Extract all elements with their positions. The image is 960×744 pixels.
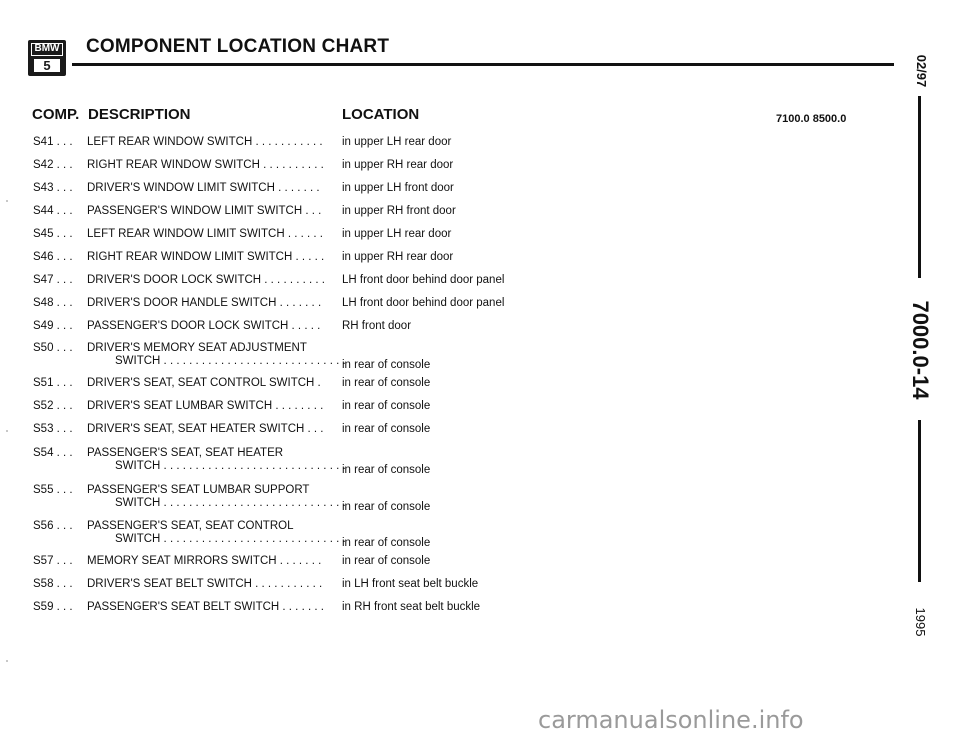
component-description: DRIVER'S SEAT, SEAT HEATER SWITCH . . . — [87, 423, 324, 435]
component-location: in upper LH front door — [342, 182, 454, 194]
component-description: RIGHT REAR WINDOW SWITCH . . . . . . . . . . — [87, 159, 324, 171]
component-description: SWITCH . . . . . . . . . . . . . . . . . . . . . . . . . . . . . — [115, 460, 346, 472]
punch-mark — [6, 430, 8, 432]
component-location: LH front door behind door panel — [342, 297, 505, 309]
component-code: S52 . . . — [33, 400, 73, 412]
component-description: DRIVER'S DOOR HANDLE SWITCH . . . . . . . — [87, 297, 322, 309]
year-label: 1995 — [913, 607, 928, 637]
component-description: PASSENGER'S DOOR LOCK SWITCH . . . . . — [87, 320, 321, 332]
component-description: LEFT REAR WINDOW LIMIT SWITCH . . . . . . — [87, 228, 323, 240]
component-description: DRIVER'S MEMORY SEAT ADJUSTMENT — [87, 342, 307, 354]
component-description: SWITCH . . . . . . . . . . . . . . . . . . . . . . . . . . . . . — [115, 355, 346, 367]
component-location: in rear of console — [342, 464, 431, 476]
page-title: COMPONENT LOCATION CHART — [86, 36, 390, 57]
component-description: PASSENGER'S SEAT, SEAT CONTROL — [87, 520, 294, 532]
component-description: PASSENGER'S SEAT BELT SWITCH . . . . . . . — [87, 601, 324, 613]
component-location: in rear of console — [342, 359, 431, 371]
logo-brand: BMW — [31, 43, 63, 56]
col-header-location: LOCATION — [342, 106, 420, 123]
component-code: S44 . . . — [33, 205, 73, 217]
col-header-description: DESCRIPTION — [88, 106, 191, 123]
component-location: in upper LH rear door — [342, 136, 452, 148]
component-location: in RH front seat belt buckle — [342, 601, 481, 613]
component-description: DRIVER'S SEAT BELT SWITCH . . . . . . . . . . . — [87, 578, 323, 590]
component-location: in rear of console — [342, 377, 431, 389]
component-location: in upper RH rear door — [342, 159, 454, 171]
component-location: in upper RH rear door — [342, 251, 454, 263]
page-number: 7000.0-14 — [908, 300, 933, 400]
margin-rule-bottom — [918, 420, 921, 582]
component-code: S47 . . . — [33, 274, 73, 286]
component-description: PASSENGER'S SEAT, SEAT HEATER — [87, 447, 284, 459]
component-description: SWITCH . . . . . . . . . . . . . . . . . . . . . . . . . . . . . — [115, 533, 346, 545]
component-description: DRIVER'S DOOR LOCK SWITCH . . . . . . . . . . — [87, 274, 325, 286]
footer-watermark[interactable]: carmanualsonline.info — [538, 706, 804, 734]
component-description: MEMORY SEAT MIRRORS SWITCH . . . . . . . — [87, 555, 322, 567]
component-location: in upper LH rear door — [342, 228, 452, 240]
component-code: S50 . . . — [33, 342, 73, 354]
component-code: S51 . . . — [33, 377, 73, 389]
component-location: in upper RH front door — [342, 205, 456, 217]
component-location: in rear of console — [342, 400, 431, 412]
reference-numbers: 7100.0 8500.0 — [776, 113, 847, 125]
component-description: DRIVER'S SEAT, SEAT CONTROL SWITCH . — [87, 377, 321, 389]
component-description: DRIVER'S WINDOW LIMIT SWITCH . . . . . . . — [87, 182, 320, 194]
component-description: RIGHT REAR WINDOW LIMIT SWITCH . . . . . — [87, 251, 325, 263]
component-code: S43 . . . — [33, 182, 73, 194]
component-description: PASSENGER'S WINDOW LIMIT SWITCH . . . — [87, 205, 322, 217]
date-label: 02/97 — [914, 54, 929, 88]
component-code: S42 . . . — [33, 159, 73, 171]
component-location: in rear of console — [342, 501, 431, 513]
component-description: PASSENGER'S SEAT LUMBAR SUPPORT — [87, 484, 310, 496]
component-code: S45 . . . — [33, 228, 73, 240]
punch-mark — [6, 200, 8, 202]
component-location: in rear of console — [342, 423, 431, 435]
component-location: in LH front seat belt buckle — [342, 578, 479, 590]
component-location: in rear of console — [342, 555, 431, 567]
component-code: S54 . . . — [33, 447, 73, 459]
punch-mark — [6, 660, 8, 662]
component-code: S58 . . . — [33, 578, 73, 590]
component-code: S53 . . . — [33, 423, 73, 435]
col-header-comp: COMP. — [32, 106, 80, 123]
component-code: S48 . . . — [33, 297, 73, 309]
component-code: S41 . . . — [33, 136, 73, 148]
component-code: S59 . . . — [33, 601, 73, 613]
margin-rule-top — [918, 96, 921, 278]
component-description: SWITCH . . . . . . . . . . . . . . . . . . . . . . . . . . . . . — [115, 497, 346, 509]
component-location: LH front door behind door panel — [342, 274, 505, 286]
component-code: S57 . . . — [33, 555, 73, 567]
component-code: S49 . . . — [33, 320, 73, 332]
title-rule — [72, 63, 894, 66]
component-code: S55 . . . — [33, 484, 73, 496]
component-location: RH front door — [342, 320, 412, 332]
component-description: DRIVER'S SEAT LUMBAR SWITCH . . . . . . . . — [87, 400, 324, 412]
component-code: S56 . . . — [33, 520, 73, 532]
logo-series: 5 — [34, 59, 60, 72]
component-code: S46 . . . — [33, 251, 73, 263]
component-description: LEFT REAR WINDOW SWITCH . . . . . . . . . . . — [87, 136, 323, 148]
component-location: in rear of console — [342, 537, 431, 549]
bmw-5-logo — [28, 40, 66, 76]
